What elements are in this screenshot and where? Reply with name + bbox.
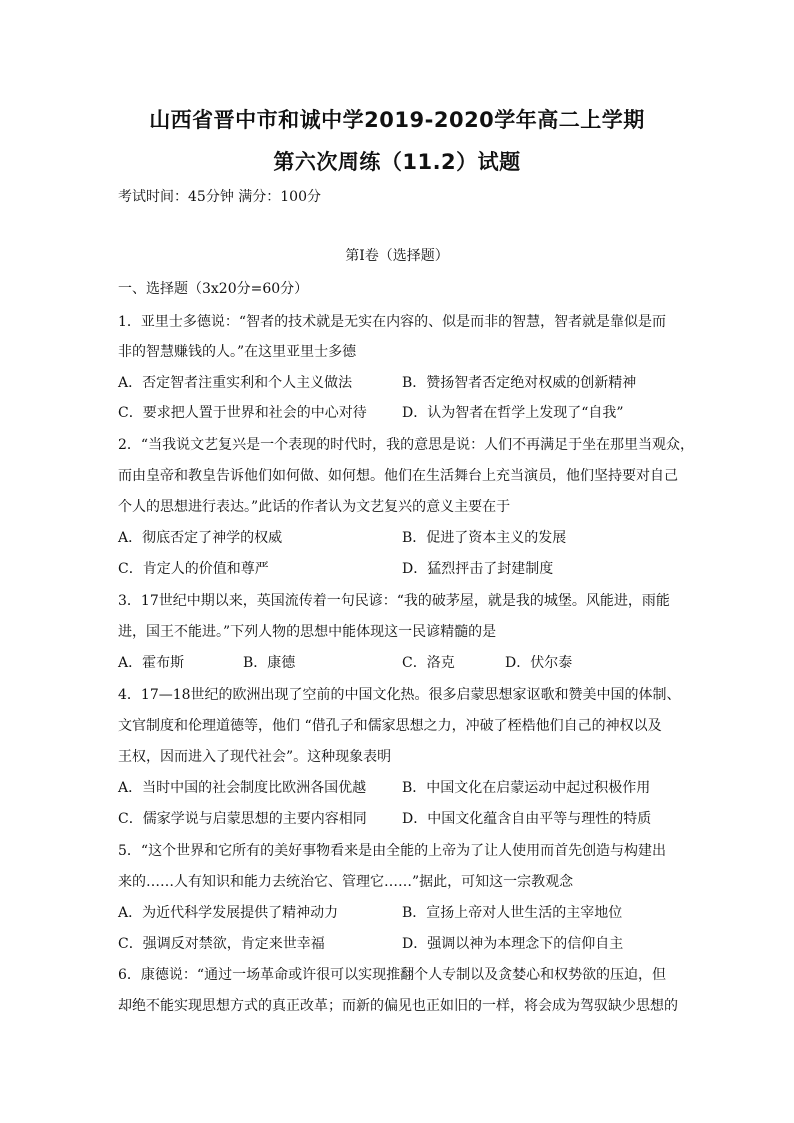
q1-stem-line1: 1．亚里士多德说：“智者的技术就是无实在内容的、似是而非的智慧，智者就是靠似是而 [118, 314, 667, 330]
q1-option-b: B．赞扬智者否定绝对权威的创新精神 [402, 375, 637, 391]
q5-option-d: D．强调以神为本理念下的信仰自主 [402, 936, 624, 952]
part-heading: 一、选择题（3x20分=60分） [118, 281, 309, 297]
q4-option-c: C．儒家学说与启蒙思想的主要内容相同 [118, 811, 367, 827]
q3-option-d: D．伏尔泰 [505, 655, 573, 671]
q2-option-b: B．促进了资本主义的发展 [402, 530, 567, 546]
exam-title-line1: 山西省晋中市和诚中学2019-2020学年高二上学期 [149, 108, 645, 132]
q3-stem-line2: 进，国王不能进。”下列人物的思想中能体现这一民谚精髓的是 [118, 624, 497, 640]
q2-stem-line2: 而由皇帝和教皇告诉他们如何做、如何想。他们在生活舞台上充当演员，他们坚持要对自己 [118, 468, 678, 484]
exam-info: 考试时间：45分钟 满分：100分 [118, 189, 321, 205]
q4-option-b: B．中国文化在启蒙运动中起过积极作用 [402, 780, 651, 796]
q5-stem-line2: 来的……人有知识和能力去统治它、管理它……”据此，可知这一宗教观念 [118, 874, 574, 890]
q2-stem-line1: 2．“当我说文艺复兴是一个表现的时代时，我的意思是说：人们不再满足于坐在那里当观众， [118, 437, 695, 453]
q5-option-c: C．强调反对禁欲，肯定来世幸福 [118, 936, 325, 952]
q6-stem-line1: 6．康德说：“通过一场革命或许很可以实现推翻个人专制以及贪婪心和权势欲的压迫，但 [118, 967, 667, 983]
q3-option-b: B．康德 [243, 655, 296, 671]
q2-option-d: D．猛烈抨击了封建制度 [402, 561, 554, 577]
q2-option-c: C．肯定人的价值和尊严 [118, 561, 269, 577]
exam-title-line2: 第六次周练（11.2）试题 [273, 150, 521, 174]
q5-stem-line1: 5．“这个世界和它所有的美好事物看来是由全能的上帝为了让人使用而首先创造与构建出 [118, 843, 667, 859]
q3-option-c: C．洛克 [402, 655, 455, 671]
q4-stem-line1: 4．17—18世纪的欧洲出现了空前的中国文化热。很多启蒙思想家讴歌和赞美中国的体制、 [118, 687, 681, 703]
q3-stem-line1: 3．17世纪中期以来，英国流传着一句民谚：“我的破茅屋，就是我的城堡。风能进，雨能 [118, 593, 670, 609]
q5-option-a: A．为近代科学发展提供了精神动力 [118, 905, 339, 921]
q4-option-a: A．当时中国的社会制度比欧洲各国优越 [118, 780, 367, 796]
q5-option-b: B．宣扬上帝对人世生活的主宰地位 [402, 905, 623, 921]
q1-option-a: A．否定智者注重实利和个人主义做法 [118, 375, 353, 391]
q1-option-c: C．要求把人置于世界和社会的中心对待 [118, 405, 367, 421]
q4-stem-line2: 文官制度和伦理道德等，他们 “借孔子和儒家思想之力，冲破了桎梏他们自己的神权以及 [118, 718, 662, 734]
q2-option-a: A．彻底否定了神学的权威 [118, 530, 283, 546]
q1-stem-line2: 非的智慧赚钱的人。”在这里亚里士多德 [118, 344, 357, 360]
q3-option-a: A．霍布斯 [118, 655, 185, 671]
q2-stem-line3: 个人的思想进行表达。”此话的作者认为文艺复兴的意义主要在于 [118, 499, 511, 515]
section-heading: 第Ⅰ卷（选择题） [345, 248, 449, 264]
q1-option-d: D．认为智者在哲学上发现了“自我” [402, 405, 624, 421]
q4-stem-line3: 王权，因而进入了现代社会”。这种现象表明 [118, 749, 392, 765]
q4-option-d: D．中国文化蕴含自由平等与理性的特质 [402, 811, 652, 827]
q6-stem-line2: 却绝不能实现思想方式的真正改革；而新的偏见也正如旧的一样，将会成为驾驭缺少思想的 [118, 998, 678, 1014]
